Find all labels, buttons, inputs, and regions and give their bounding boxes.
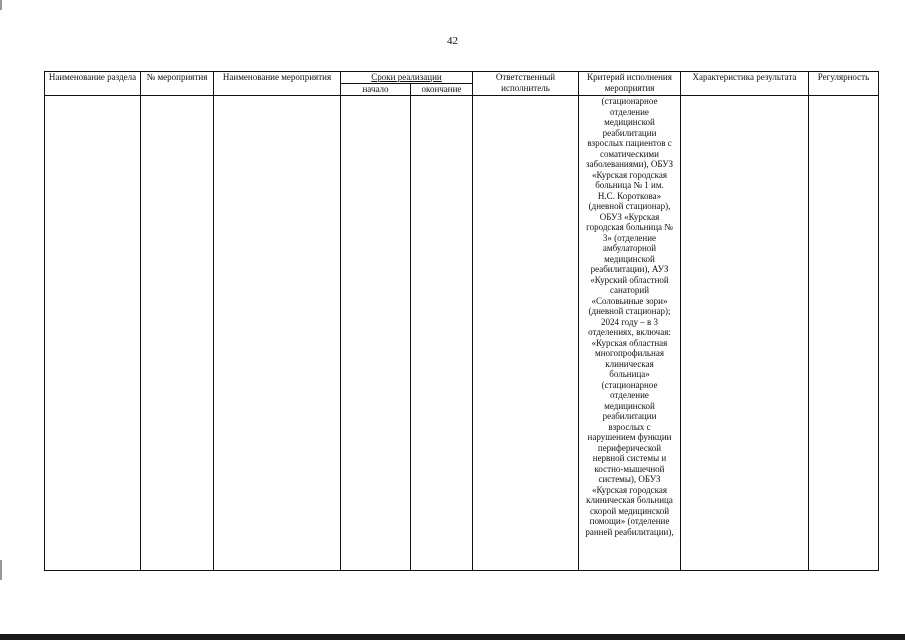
table-row xyxy=(45,96,879,571)
cell-criterion: (стационарное отделение медицинской реабилитации взрослых пациентов с соматическими заболеваниями), ОБУЗ «Курская городская больница № 1 им. Н.С. Короткова» (дневной стационар), ОБУЗ «Курская городская больница № 3» (отделение амбулаторной медицинской реабилитации), АУЗ «Курский областной санаторий «Соловьиные зори» (дневной стационар); 2024 году – в 3 отделениях, включая: «Курская областная многопрофильная клиническая больница» (стационарное отделение медицинской реабилитации взрослых с нарушением функции периферической нервной системы и костно-мышечной системы), ОБУЗ «Курская городская клиническая больница скорой медицинской помощи» (отделение ранней реабилитации), xyxy=(579,96,681,571)
header-regularity: Регулярность xyxy=(809,72,879,96)
scan-bottom-edge xyxy=(0,634,905,640)
header-measure-name: Наименование мероприятия xyxy=(214,72,341,96)
header-end: окончание xyxy=(411,84,473,96)
header-responsible: Ответственный исполнитель xyxy=(473,72,579,96)
header-measure-number: № мероприятия xyxy=(141,72,214,96)
cell-measure-name xyxy=(214,96,341,571)
cell-end xyxy=(411,96,473,571)
scan-edge-mark-bottom xyxy=(0,560,2,580)
header-section-name: Наименование раздела xyxy=(45,72,141,96)
scan-edge-mark-top xyxy=(0,0,2,10)
cell-section-name xyxy=(45,96,141,571)
page-number: 42 xyxy=(447,35,458,47)
cell-responsible xyxy=(473,96,579,571)
cell-regularity xyxy=(809,96,879,571)
header-criterion: Критерий исполнения мероприятия xyxy=(579,72,681,96)
header-start: начало xyxy=(341,84,411,96)
cell-result xyxy=(681,96,809,571)
header-terms xyxy=(341,72,473,84)
header-result: Характеристика результата xyxy=(681,72,809,96)
cell-measure-number xyxy=(141,96,214,571)
header-terms-label: Сроки реализации xyxy=(371,72,442,82)
cell-start xyxy=(341,96,411,571)
measures-table xyxy=(44,71,879,571)
